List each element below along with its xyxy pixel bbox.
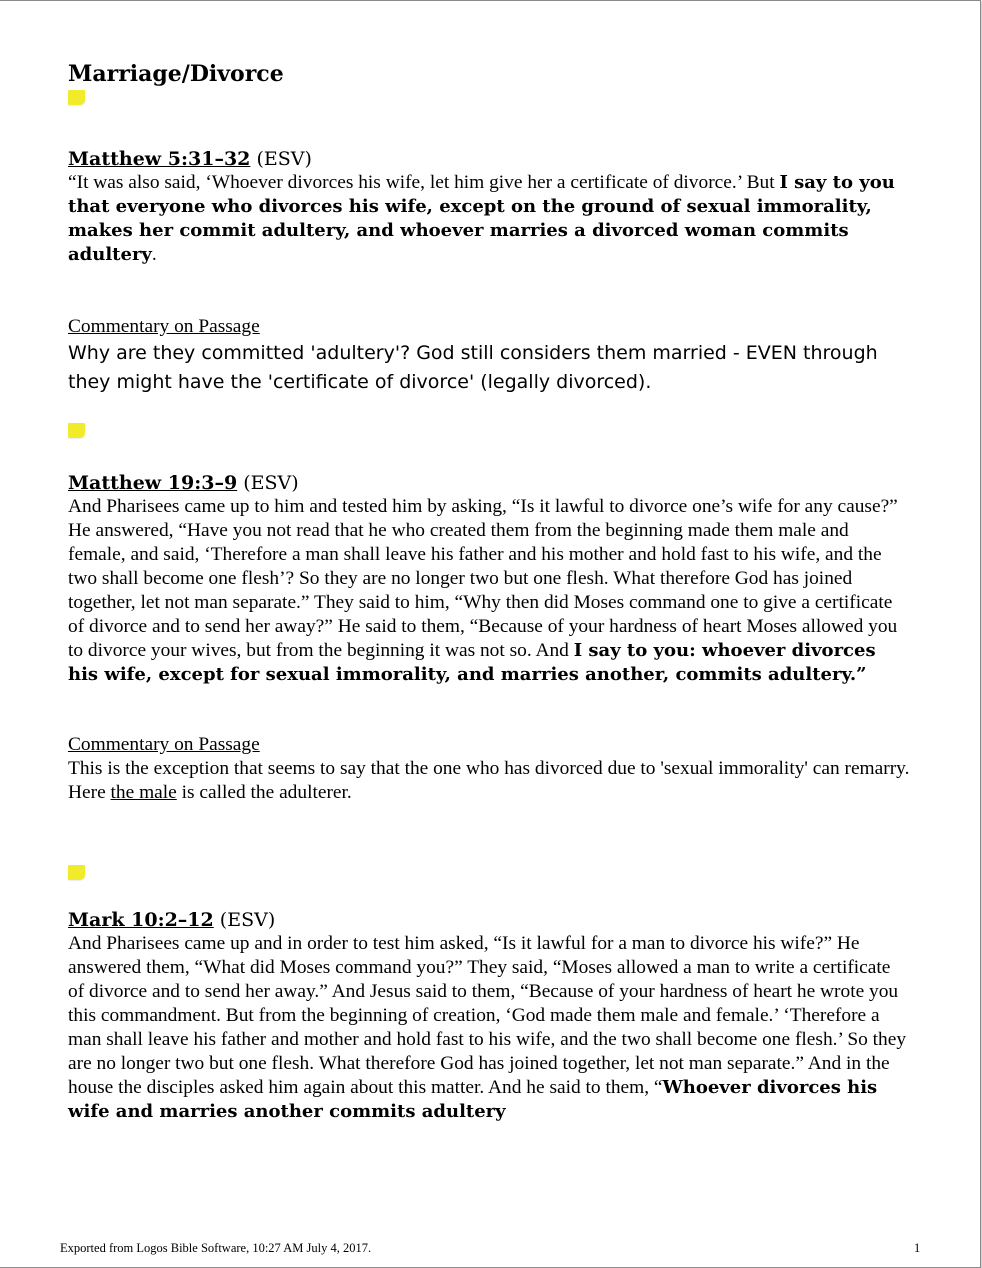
passage-heading: [68, 147, 910, 171]
passage-reference-link[interactable]: Matthew 19:3–9: [68, 472, 238, 494]
document-content: [68, 59, 910, 1124]
passage-heading: [68, 908, 910, 932]
export-footer: Exported from Logos Bible Software, 10:27 AM July 4, 2017.: [60, 1241, 372, 1255]
sticky-note-icon[interactable]: [68, 90, 85, 105]
page-number: 1: [914, 1241, 921, 1255]
passage-text-emphasis: I say to you that everyone who divorces his wife, except on the ground of sexual immorality, makes her commit adultery, and whoever marries a divorced woman commits adultery: [68, 172, 895, 265]
commentary-text-a: This is the exception that seems to say that the one who has divorced due to 'sexual immorality' can remarry. Here: [68, 758, 910, 803]
commentary-underlined: the male: [110, 782, 177, 803]
passage-text-normal: “It was also said, ‘Whoever divorces his wife, let him give her a certificate of divorce.’ But: [68, 172, 780, 193]
passage-text: [68, 932, 910, 1124]
passage-text-emphasis: I say to you: whoever divorces his wife, except for sexual immorality, and marries another, commits adultery.”: [68, 640, 876, 685]
bible-version: (ESV): [219, 909, 276, 931]
passage-heading: [68, 471, 910, 495]
commentary-text: Why are they committed 'adultery'? God still considers them married - EVEN through they might have the 'certificate of divorce' (legally divorced).: [68, 342, 878, 393]
commentary-heading: Commentary on Passage: [68, 734, 260, 755]
passage-reference-link[interactable]: Mark 10:2–12: [68, 909, 214, 931]
passage-text-end: .: [151, 244, 157, 265]
sticky-note-icon[interactable]: [68, 423, 85, 438]
passage-text-emphasis: Whoever divorces his wife and marries another commits adultery: [68, 1077, 878, 1122]
passage-reference-link[interactable]: Matthew 5:31–32: [68, 148, 251, 170]
commentary-text: [68, 757, 910, 805]
sticky-note-icon[interactable]: [68, 865, 85, 880]
bible-version: (ESV): [243, 472, 299, 494]
passage-text-normal: And Pharisees came up to him and tested him by asking, “Is it lawful to divorce one’s wife for any cause?” He answered, “Have you not read that he who created them from the beginning made them male and female, and said, ‘Therefore a man shall leave his father and his mother and hold fast to his wife, and the two shall become one flesh’? So they are no longer two but one flesh. What therefore God has joined together, let not man separate.” They said to him, “Why then did Moses command one to give a certificate of divorce and to send her away?” He said to them, “Because of your hardness of heart Moses allowed you to divorce your wives, but from the beginning it was not so. And: [68, 496, 898, 661]
passage-text: [68, 171, 910, 267]
commentary-heading: Commentary on Passage: [68, 316, 260, 337]
bible-version: (ESV): [256, 148, 312, 170]
commentary-text-b: is called the adulterer.: [176, 782, 352, 803]
passage-text-normal: And Pharisees came up and in order to test him asked, “Is it lawful for a man to divorce his wife?” He answered them, “What did Moses command you?” They said, “Moses allowed a man to write a certificate of divorce and to send her away.” And Jesus said to them, “Because of your hardness of heart he wrote you this commandment. But from the beginning of creation, ‘God made them male and female.’ ‘Therefore a man shall leave his father and mother and hold fast to his wife, and the two shall become one flesh.’ So they are no longer two but one flesh. What therefore God has joined together, let not man separate.” And in the house the disciples asked him again about this matter. And he said to them, “: [68, 933, 907, 1098]
document-title: Marriage/Divorce: [68, 61, 284, 87]
passage-text: [68, 495, 910, 687]
